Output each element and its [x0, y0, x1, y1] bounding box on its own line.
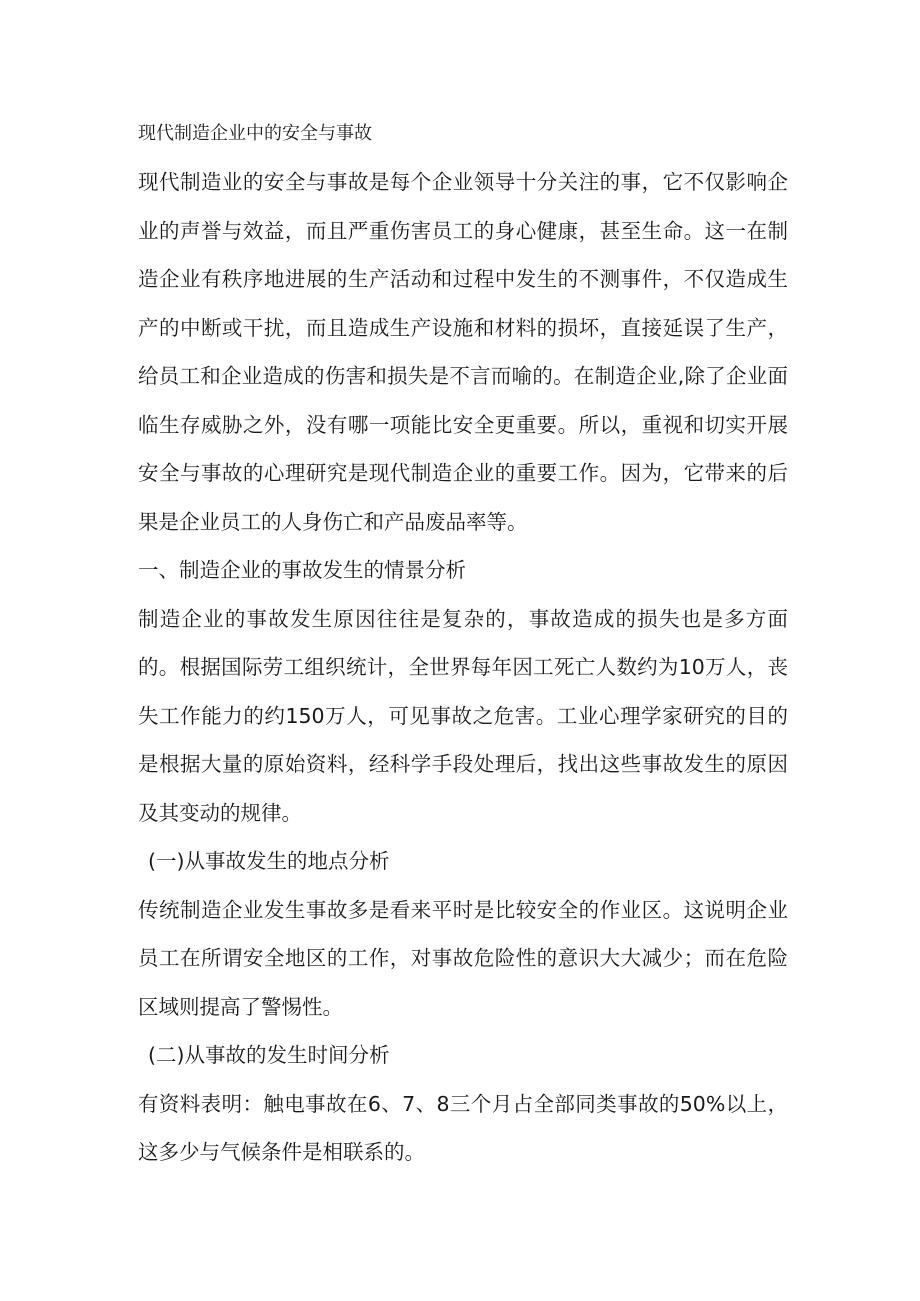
section-1-paragraph: 制造企业的事故发生原因往往是复杂的，事故造成的损失也是多方面的。根据国际劳工组织统计，全世界每年因工死亡人数约为10万人，丧失工作能力的约150万人，可见事故之危害。工业心理学家研究的目的是根据大量的原始资料，经科学手段处理后，找出这些事故发生的原因及其变动的规律。	[138, 606, 788, 825]
section-heading-1: 一、制造企业的事故发生的情景分析	[138, 558, 466, 582]
intro-paragraph: 现代制造业的安全与事故是每个企业领导十分关注的事，它不仅影响企业的声誉与效益，而且严重伤害员工的身心健康，甚至生命。这一在制造企业有秩序地进展的生产活动和过程中发生的不测事件，不仅造成生产的中断或干扰，而且造成生产设施和材料的损坏，直接延误了生产，给员工和企业造成的伤害和损失是不言而喻的。在制造企业,除了企业面临生存威胁之外，没有哪一项能比安全更重要。所以，重视和切实开展安全与事故的心理研究是现代制造企业的重要工作。因为，它带来的后果是企业员工的人身伤亡和产品废品率等。	[138, 170, 788, 534]
subsection-2-paragraph: 有资料表明：触电事故在6、7、8三个月占全部同类事故的50%以上，这多少与气候条件是相联系的。	[138, 1091, 788, 1164]
subsection-heading-2: (二)从事故的发生时间分析	[148, 1043, 390, 1067]
subsection-heading-1: (一)从事故发生的地点分析	[148, 849, 390, 873]
document-body	[138, 110, 788, 1177]
document-title: 现代制造企业中的安全与事故	[138, 123, 372, 144]
subsection-1-paragraph: 传统制造企业发生事故多是看来平时是比较安全的作业区。这说明企业员工在所谓安全地区的工作，对事故危险性的意识大大减少；而在危险区域则提高了警惕性。	[138, 897, 788, 1019]
